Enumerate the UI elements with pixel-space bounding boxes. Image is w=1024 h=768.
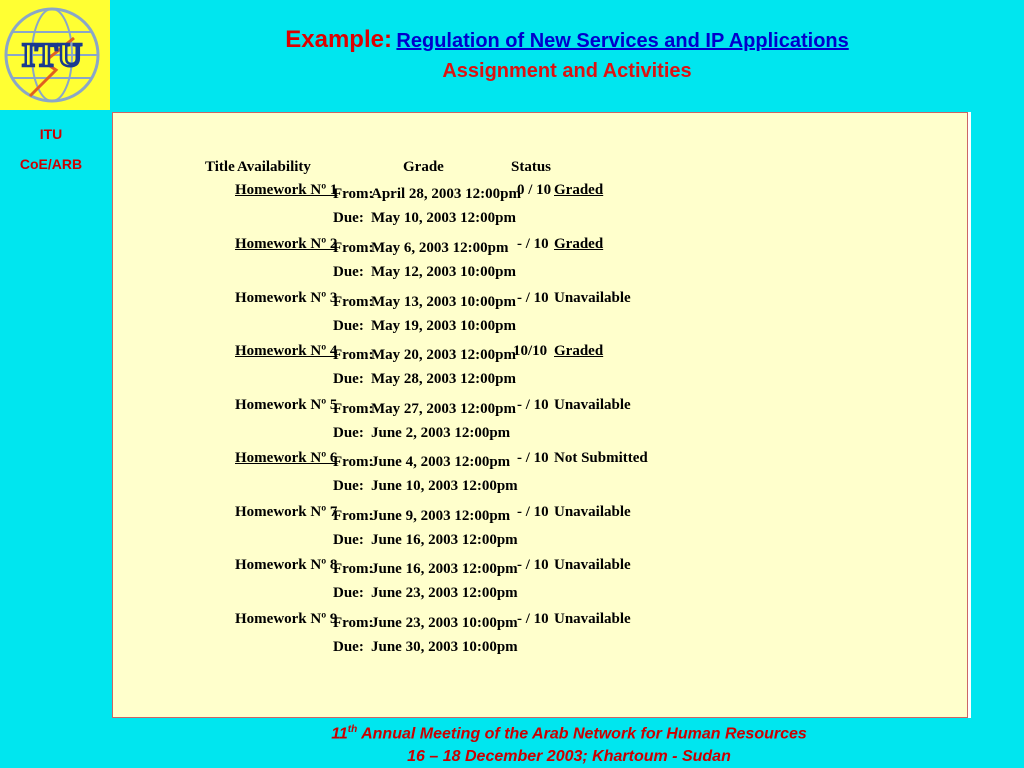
status-text: Unavailable [554, 611, 631, 627]
from-label: From: [333, 347, 374, 363]
due-label: Due: [333, 585, 364, 601]
grade-value: - / 10 [517, 504, 549, 520]
from-date: June 9, 2003 12:00pm [371, 508, 511, 524]
homework-link[interactable]: Homework Nº 4 [235, 343, 338, 359]
grade-value: - / 10 [517, 557, 549, 573]
itu-globe-icon [0, 0, 110, 110]
homework-title: Homework Nº 9 [235, 611, 338, 627]
due-label: Due: [333, 371, 364, 387]
side-strip [0, 110, 110, 768]
from-date: May 6, 2003 12:00pm [371, 240, 509, 256]
page-subtitle: Assignment and Activities [442, 60, 692, 82]
status-text: Unavailable [554, 504, 631, 520]
grade-value: - / 10 [517, 397, 549, 413]
status-link[interactable]: Graded [554, 343, 604, 359]
from-label: From: [333, 454, 374, 470]
homework-title: Homework Nº 3 [235, 290, 338, 306]
status-link[interactable]: Graded [554, 236, 604, 252]
due-label: Due: [333, 425, 364, 441]
due-date: June 10, 2003 12:00pm [371, 478, 518, 494]
course-link[interactable]: Regulation of New Services and IP Applications [396, 30, 849, 52]
content-panel [112, 112, 968, 718]
homework-title: Homework Nº 8 [235, 557, 338, 573]
itu-logo [0, 0, 110, 110]
side-label-itu: ITU [39, 126, 63, 142]
status-text: Unavailable [554, 397, 631, 413]
due-date: May 28, 2003 12:00pm [371, 371, 516, 387]
from-label: From: [333, 240, 374, 256]
from-date: June 4, 2003 12:00pm [371, 454, 511, 470]
col-header-title: Title [205, 159, 235, 175]
page-title [110, 26, 1024, 54]
from-label: From: [333, 561, 374, 577]
svg-text:ITU: ITU [21, 37, 83, 74]
due-date: June 30, 2003 10:00pm [371, 639, 518, 655]
from-date: June 16, 2003 12:00pm [371, 561, 518, 577]
grade-value: - / 10 [517, 290, 549, 306]
homework-link[interactable]: Homework Nº 2 [235, 236, 338, 252]
due-label: Due: [333, 639, 364, 655]
status-link[interactable]: Graded [554, 182, 604, 198]
due-date: May 19, 2003 10:00pm [371, 318, 516, 334]
col-header-availability: Availability [237, 159, 311, 175]
due-date: June 23, 2003 12:00pm [371, 585, 518, 601]
status-text: Unavailable [554, 557, 631, 573]
grade-value: - / 10 [517, 611, 549, 627]
footer-sup: th [347, 724, 358, 735]
due-date: May 10, 2003 12:00pm [371, 210, 516, 226]
assignments-table [113, 113, 967, 717]
due-date: June 16, 2003 12:00pm [371, 532, 518, 548]
due-label: Due: [333, 264, 364, 280]
due-label: Due: [333, 532, 364, 548]
from-label: From: [333, 508, 374, 524]
from-label: From: [333, 401, 374, 417]
from-date: June 23, 2003 10:00pm [371, 615, 518, 631]
from-date: May 13, 2003 10:00pm [371, 294, 516, 310]
due-label: Due: [333, 210, 364, 226]
due-date: June 2, 2003 12:00pm [371, 425, 511, 441]
homework-title: Homework Nº 7 [235, 504, 338, 520]
homework-link[interactable]: Homework Nº 1 [235, 182, 338, 198]
grade-value: 0 / 10 [517, 182, 552, 198]
homework-link[interactable]: Homework Nº 6 [235, 450, 338, 466]
from-date: May 27, 2003 12:00pm [371, 401, 516, 417]
grade-value: - / 10 [517, 450, 549, 466]
grade-value: 10/10 [513, 343, 548, 359]
from-date: May 20, 2003 12:00pm [371, 347, 516, 363]
homework-title: Homework Nº 5 [235, 397, 338, 413]
footer-line-2: 16 – 18 December 2003; Khartoum - Sudan [407, 748, 731, 765]
from-date: April 28, 2003 12:00pm [371, 186, 521, 202]
from-label: From: [333, 294, 374, 310]
due-label: Due: [333, 478, 364, 494]
status-text: Not Submitted [554, 450, 648, 466]
due-date: May 12, 2003 10:00pm [371, 264, 516, 280]
col-header-status: Status [511, 159, 552, 175]
due-label: Due: [333, 318, 364, 334]
from-label: From: [333, 615, 374, 631]
footer-rest: Annual Meeting of the Arab Network for Human Resources [357, 725, 807, 743]
status-text: Unavailable [554, 290, 631, 306]
side-label-coe: CoE/ARB [19, 156, 83, 172]
title-lead: Example: [285, 26, 392, 53]
grade-value: - / 10 [517, 236, 549, 252]
footer-num: 11 [331, 725, 348, 743]
col-header-grade: Grade [403, 159, 444, 175]
from-label: From: [333, 186, 374, 202]
footer-line-1 [110, 724, 1024, 743]
